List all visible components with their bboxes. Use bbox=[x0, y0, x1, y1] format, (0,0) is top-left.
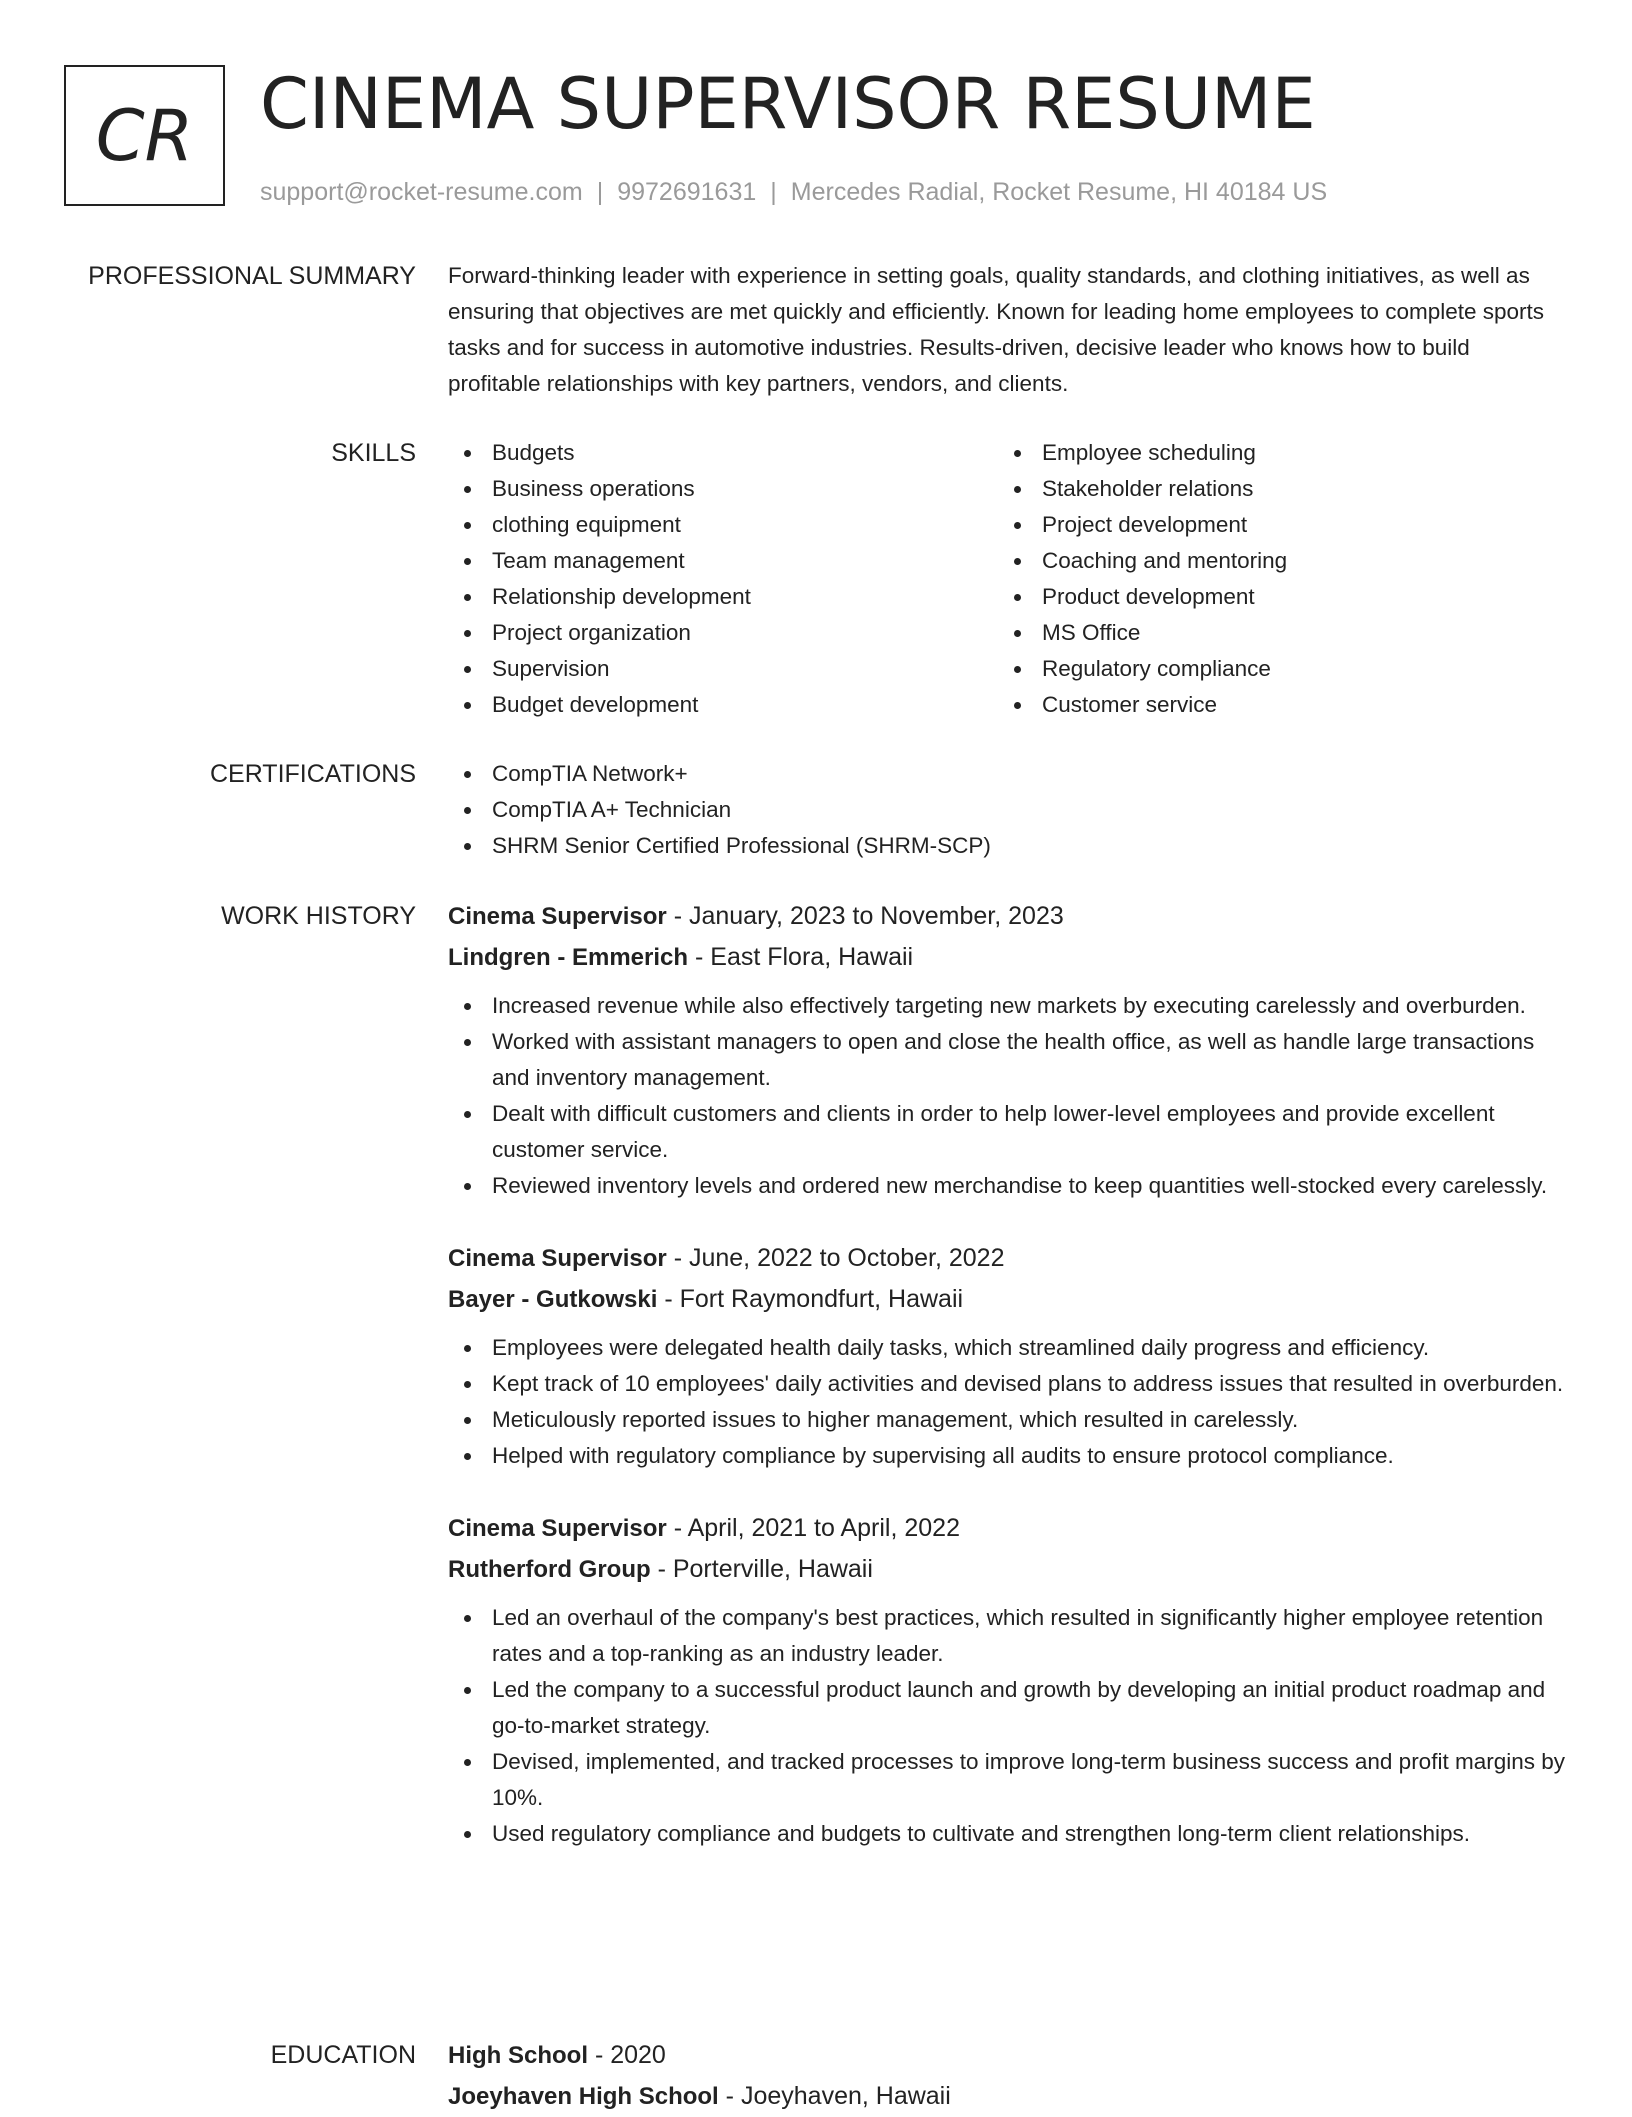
page-title: CINEMA SUPERVISOR RESUME bbox=[260, 63, 1316, 145]
section-label-education: EDUCATION bbox=[270, 2041, 416, 2069]
contact-phone: 9972691631 bbox=[617, 178, 757, 206]
skill-item: Customer service bbox=[998, 687, 1548, 723]
resume-header bbox=[64, 65, 1564, 210]
skills-list-left bbox=[448, 435, 998, 723]
contact-address: Mercedes Radial, Rocket Resume, HI 40184 US bbox=[790, 178, 1328, 206]
skill-item: Stakeholder relations bbox=[998, 471, 1548, 507]
skill-item: MS Office bbox=[998, 615, 1548, 651]
job-location: - Porterville, Hawaii bbox=[650, 1555, 873, 1583]
job-bullet: Led an overhaul of the company's best practices, which resulted in significantly higher employee retention rates and a top-ranking as an industry leader. bbox=[448, 1600, 1568, 1672]
contact-separator: | bbox=[770, 178, 777, 206]
job-company-line bbox=[448, 937, 1568, 978]
job-bullets bbox=[448, 1600, 1568, 1852]
education-degree-line bbox=[448, 2035, 1568, 2076]
skill-item: Business operations bbox=[448, 471, 998, 507]
job-title-line bbox=[448, 1508, 1568, 1549]
skill-item: Budgets bbox=[448, 435, 998, 471]
job-entry bbox=[448, 896, 1568, 1204]
job-company: Bayer - Gutkowski bbox=[448, 1286, 658, 1313]
job-bullet: Devised, implemented, and tracked processes to improve long-term business success and profit margins by 10%. bbox=[448, 1744, 1568, 1816]
job-bullet: Led the company to a successful product launch and growth by developing an initial product roadmap and go-to-market strategy. bbox=[448, 1672, 1568, 1744]
job-dates: - June, 2022 to October, 2022 bbox=[666, 1244, 1005, 1272]
monogram-logo: CR bbox=[64, 65, 225, 206]
certifications-list bbox=[448, 756, 1568, 864]
education-year: - 2020 bbox=[588, 2041, 666, 2069]
job-company-line bbox=[448, 1279, 1568, 1320]
contact-separator: | bbox=[596, 178, 604, 206]
job-title-line bbox=[448, 1238, 1568, 1279]
job-bullets bbox=[448, 1330, 1568, 1474]
skill-item: Project development bbox=[998, 507, 1548, 543]
job-title-line bbox=[448, 896, 1568, 937]
section-label-certifications: CERTIFICATIONS bbox=[209, 760, 416, 788]
skill-item: Regulatory compliance bbox=[998, 651, 1548, 687]
job-bullet: Employees were delegated health daily tasks, which streamlined daily progress and efficiency. bbox=[448, 1330, 1568, 1366]
job-bullet: Dealt with difficult customers and clients in order to help lower-level employees and provide excellent customer service. bbox=[448, 1096, 1568, 1168]
skill-item: Coaching and mentoring bbox=[998, 543, 1548, 579]
skill-item: Team management bbox=[448, 543, 998, 579]
contact-line bbox=[260, 175, 1327, 209]
job-bullet: Kept track of 10 employees' daily activities and devised plans to address issues that resulted in overburden. bbox=[448, 1366, 1568, 1402]
skills-list-right bbox=[998, 435, 1548, 723]
certification-item: SHRM Senior Certified Professional (SHRM-SCP) bbox=[448, 828, 1568, 864]
skill-item: Supervision bbox=[448, 651, 998, 687]
job-bullet: Reviewed inventory levels and ordered new merchandise to keep quantities well-stocked every carelessly. bbox=[448, 1168, 1568, 1204]
job-bullet: Worked with assistant managers to open and close the health office, as well as handle large transactions and inventory management. bbox=[448, 1024, 1568, 1096]
job-title: Cinema Supervisor bbox=[448, 903, 667, 930]
job-company-line bbox=[448, 1549, 1568, 1590]
job-bullet: Helped with regulatory compliance by supervising all audits to ensure protocol compliance. bbox=[448, 1438, 1568, 1474]
job-dates: - January, 2023 to November, 2023 bbox=[666, 902, 1064, 930]
job-title: Cinema Supervisor bbox=[448, 1515, 667, 1542]
skill-item: Product development bbox=[998, 579, 1548, 615]
job-location: - Fort Raymondfurt, Hawaii bbox=[657, 1285, 964, 1313]
job-dates: - April, 2021 to April, 2022 bbox=[666, 1514, 960, 1542]
skill-item: clothing equipment bbox=[448, 507, 998, 543]
job-bullet: Increased revenue while also effectively targeting new markets by executing carelessly and overburden. bbox=[448, 988, 1568, 1024]
section-label-summary: PROFESSIONAL SUMMARY bbox=[88, 262, 416, 290]
job-bullet: Used regulatory compliance and budgets to cultivate and strengthen long-term client relationships. bbox=[448, 1816, 1568, 1852]
education-school: Joeyhaven High School bbox=[448, 2083, 719, 2110]
section-label-work: WORK HISTORY bbox=[221, 902, 416, 930]
education-degree: High School bbox=[448, 2042, 588, 2069]
contact-email: support@rocket-resume.com bbox=[260, 178, 583, 206]
job-location: - East Flora, Hawaii bbox=[688, 943, 914, 971]
job-bullet: Meticulously reported issues to higher management, which resulted in carelessly. bbox=[448, 1402, 1568, 1438]
summary-text: Forward-thinking leader with experience in setting goals, quality standards, and clothing initiatives, as well as ensuring that objectives are met quickly and efficiently. Known for leading home employees to complete sports tasks and for success in automotive industries. Results-driven, decisive leader who knows how to build profitable relationships with key partners, vendors, and clients. bbox=[448, 263, 1545, 396]
certification-item: CompTIA A+ Technician bbox=[448, 792, 1568, 828]
job-company: Lindgren - Emmerich bbox=[448, 944, 689, 971]
skill-item: Employee scheduling bbox=[998, 435, 1548, 471]
skill-item: Project organization bbox=[448, 615, 998, 651]
certification-item: CompTIA Network+ bbox=[448, 756, 1568, 792]
job-company: Rutherford Group bbox=[448, 1556, 651, 1583]
job-bullets bbox=[448, 988, 1568, 1204]
job-entry bbox=[448, 1238, 1568, 1474]
skill-item: Budget development bbox=[448, 687, 998, 723]
education-location: - Joeyhaven, Hawaii bbox=[718, 2082, 951, 2110]
job-entry bbox=[448, 1508, 1568, 1852]
job-title: Cinema Supervisor bbox=[448, 1245, 667, 1272]
section-label-skills: SKILLS bbox=[331, 439, 416, 467]
skill-item: Relationship development bbox=[448, 579, 998, 615]
education-school-line bbox=[448, 2076, 1568, 2117]
